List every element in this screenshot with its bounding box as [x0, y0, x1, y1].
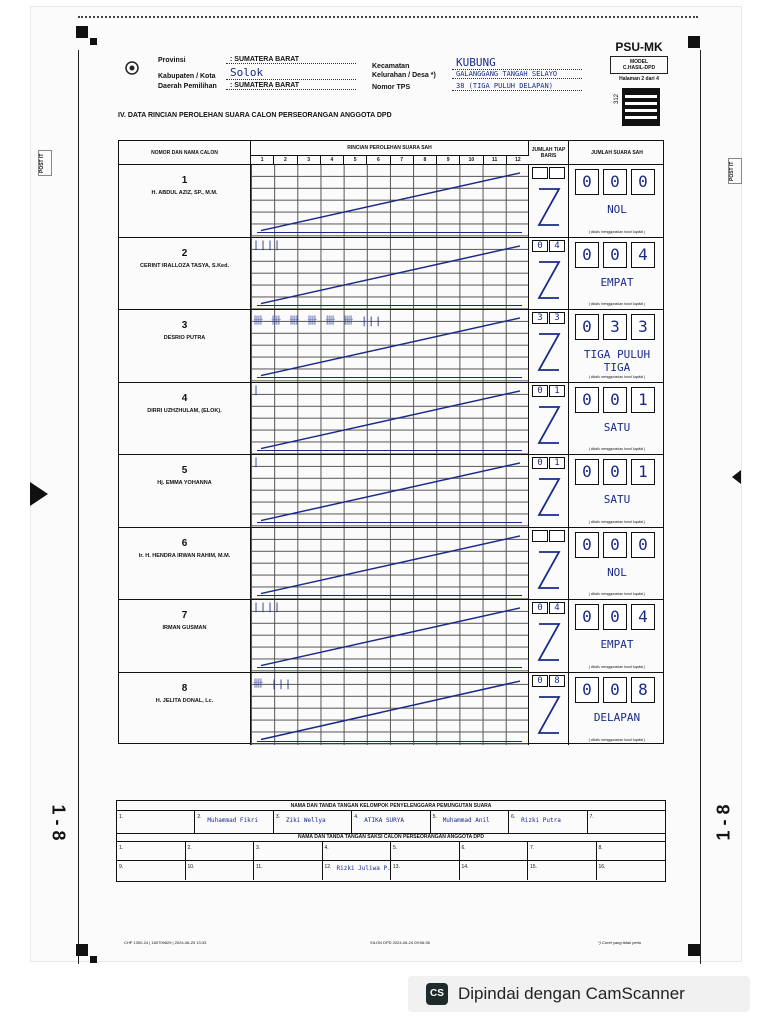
- row-total-digit: 0: [532, 240, 548, 252]
- saksi-signature-table: [116, 832, 666, 882]
- total-words: SATU: [603, 420, 631, 434]
- tally-grid: [251, 673, 529, 746]
- total-digit: 0: [575, 604, 599, 630]
- row-total-digit: 0: [532, 675, 548, 687]
- total-votes-cell: [569, 455, 665, 527]
- kecamatan-value: KUBUNG: [452, 56, 582, 70]
- candidate-number: 2: [181, 247, 188, 259]
- z-mark: [535, 695, 563, 735]
- row-total-cell: [529, 528, 569, 600]
- form-code-box: [604, 40, 674, 82]
- saksi-signature-cell: [460, 842, 529, 861]
- column-number: 10: [460, 156, 483, 165]
- total-digit: 1: [631, 459, 655, 485]
- kabupaten-label: Kabupaten / Kota: [158, 73, 216, 80]
- cancel-slash: [251, 238, 528, 310]
- candidate-row: [119, 455, 663, 528]
- camscanner-text: Dipindai dengan CamScanner: [458, 984, 685, 1003]
- signature-number: 4.: [354, 814, 359, 820]
- total-digit: 0: [603, 532, 627, 558]
- z-mark: [535, 260, 563, 300]
- row-total-cell: [529, 383, 569, 455]
- row-total-digit: 1: [549, 385, 565, 397]
- row-total-digit: 1: [549, 457, 565, 469]
- total-votes-cell: [569, 238, 665, 310]
- postit-marker-left: POST IT: [38, 150, 52, 176]
- qr-number: 312: [614, 93, 621, 105]
- footer-left: CHP 1300-24 | 180709829 | 2024-06-25 13:33: [124, 940, 207, 945]
- tally-grid: [251, 165, 529, 237]
- candidate-cell: [119, 383, 251, 455]
- total-words: DELAPAN: [593, 710, 641, 724]
- candidate-name: IRMAN GUSMAN: [162, 625, 207, 631]
- capital-note: ( ditulis menggunakan huruf kapital ): [588, 738, 646, 742]
- candidate-name: Hj. EMMA YOHANNA: [157, 480, 212, 486]
- total-digit: 0: [575, 677, 599, 703]
- signature-name: ATIKA SURYA: [364, 817, 405, 824]
- capital-note: ( ditulis menggunakan huruf kapital ): [588, 302, 646, 306]
- tps-label: Nomor TPS: [372, 84, 411, 91]
- kpps-signature-cell: [509, 811, 587, 833]
- capital-note: ( ditulis menggunakan huruf kapital ): [588, 592, 646, 596]
- z-mark: [535, 405, 563, 445]
- table-header: [119, 141, 663, 165]
- column-number: 9: [437, 156, 460, 165]
- column-numbers: [251, 155, 529, 165]
- kpps-signature-cell: [274, 811, 352, 833]
- candidate-cell: [119, 528, 251, 600]
- saksi-signature-cell: [597, 842, 666, 861]
- side-label-right: 1 - 8: [713, 804, 734, 841]
- kpps-signature-cell: [117, 811, 195, 833]
- candidate-row: [119, 383, 663, 456]
- signature-number: 2.: [197, 814, 202, 820]
- signature-number: 3.: [275, 814, 281, 820]
- candidate-cell: [119, 673, 251, 746]
- signature-number: 11.: [256, 864, 263, 870]
- kecamatan-label: Kecamatan: [372, 63, 410, 70]
- tally-grid: [251, 383, 529, 455]
- model-line1: MODEL: [629, 59, 649, 65]
- candidate-number: 3: [181, 320, 188, 331]
- kpps-signature-cell: [195, 811, 273, 833]
- saksi-signature-cell: [460, 861, 529, 880]
- candidate-name: DESRIO PUTRA: [163, 335, 206, 341]
- registration-mark: [688, 944, 700, 956]
- saksi-signature-cell: [323, 842, 392, 861]
- candidate-row: [119, 600, 663, 673]
- total-digit: 3: [603, 314, 627, 340]
- total-words: SATU: [603, 493, 631, 506]
- total-votes-cell: [569, 310, 665, 382]
- tally-grid: [251, 600, 529, 672]
- total-votes-cell: [569, 600, 665, 672]
- signature-number: 1.: [119, 845, 124, 851]
- column-number: 7: [391, 156, 414, 165]
- total-digits: [575, 459, 655, 485]
- candidate-number: 7: [181, 610, 188, 621]
- tally-grid: [251, 528, 529, 600]
- kpps-signature-cell: [352, 811, 430, 833]
- top-dotted-line: [78, 16, 698, 18]
- cancel-slash: [251, 455, 528, 527]
- capital-note: ( ditulis menggunakan huruf kapital ): [588, 664, 646, 669]
- row-total-digit: 8: [549, 675, 565, 687]
- total-digits: [575, 677, 655, 703]
- candidate-cell: [119, 455, 251, 527]
- total-digits: [575, 387, 655, 413]
- capital-note: ( ditulis menggunakan huruf kapital ): [588, 519, 646, 524]
- right-margin-line: [700, 50, 701, 964]
- signature-number: 6.: [461, 845, 466, 851]
- total-words: EMPAT: [600, 275, 634, 289]
- footer-mid: SILON DPD 2024-06-24 09:06:36: [370, 940, 430, 945]
- row-total-digit: 0: [532, 385, 548, 397]
- signature-number: 4.: [324, 845, 329, 851]
- column-number: 2: [274, 156, 297, 165]
- total-digits: [575, 169, 655, 195]
- signature-name: Rizki Putra: [521, 817, 561, 824]
- candidate-name: H. JELITA DONAL, Lc.: [155, 697, 214, 704]
- total-digit: 0: [603, 604, 627, 630]
- row-total-cell: [529, 238, 569, 310]
- form-code: PSU-MK: [615, 40, 663, 54]
- section-title: IV. DATA RINCIAN PEROLEHAN SUARA CALON PERSEORANGAN ANGGOTA DPD: [118, 112, 392, 119]
- capital-note: ( ditulis menggunakan huruf kapital ): [588, 374, 646, 379]
- column-number: 5: [344, 156, 367, 165]
- z-mark: [535, 332, 563, 372]
- daerah-value: : SUMATERA BARAT: [226, 82, 356, 90]
- kpps-signature-cell: [431, 811, 509, 833]
- total-words: NOL: [607, 203, 627, 216]
- row-total-digit: [532, 167, 548, 179]
- provinsi-value: : SUMATERA BARAT: [226, 56, 356, 64]
- candidate-number: 6: [181, 537, 188, 549]
- total-digit: 0: [603, 677, 627, 703]
- column-number: 6: [367, 156, 390, 165]
- total-digits: [575, 242, 655, 268]
- kabupaten-value: Solok: [226, 66, 356, 80]
- cancel-slash: [251, 383, 528, 455]
- column-number: 3: [298, 156, 321, 165]
- row-total-cell: [529, 600, 569, 672]
- row-total-digit: 3: [532, 312, 548, 324]
- tally-grid: [251, 310, 529, 382]
- camscanner-banner: [408, 976, 750, 1012]
- row-total-digit: [532, 530, 548, 542]
- saksi-signature-cell: [186, 842, 255, 861]
- kpps-title: NAMA DAN TANDA TANGAN KELOMPOK PENYELENGGARA PEMUNGUTAN SUARA: [117, 801, 665, 811]
- candidate-cell: [119, 165, 251, 237]
- total-digit: 3: [631, 314, 655, 340]
- row-total-digit: 0: [532, 602, 548, 614]
- signature-number: 9.: [119, 864, 124, 870]
- saksi-signature-cell: [597, 861, 666, 880]
- signature-number: 2.: [187, 845, 192, 851]
- garuda-emblem-icon: [124, 60, 140, 76]
- total-digit: 0: [603, 387, 627, 413]
- candidate-number: 1: [181, 175, 188, 186]
- row-total-digit: 4: [549, 240, 565, 252]
- registration-mark: [90, 38, 97, 45]
- signature-number: 7.: [530, 845, 535, 851]
- header-name: NOMOR DAN NAMA CALON: [119, 141, 251, 165]
- footer-right: *) Coret yang tidak perlu: [598, 940, 642, 945]
- signature-name: Ziki Wellya: [285, 817, 326, 824]
- candidate-name: DIRRI UZHZHULAM, (ELOK).: [147, 407, 222, 414]
- total-digit: 0: [603, 242, 627, 268]
- total-digits: [575, 532, 655, 558]
- cancel-slash: [251, 600, 528, 672]
- tally-marks: |: [253, 384, 261, 396]
- candidate-row: [119, 310, 663, 383]
- row-total-cell: [529, 455, 569, 527]
- signature-name: Muhammad Fikri: [207, 817, 258, 824]
- row-total-digit: [549, 167, 565, 179]
- total-digit: 1: [631, 387, 655, 413]
- column-number: 8: [414, 156, 437, 165]
- cancel-slash: [251, 165, 528, 237]
- signature-number: 16.: [598, 864, 606, 870]
- daerah-label: Daerah Pemilihan: [158, 83, 217, 90]
- column-number: 1: [251, 156, 274, 165]
- kpps-signature-table: [116, 800, 666, 834]
- signature-number: 12.: [324, 864, 332, 870]
- column-number: 12: [515, 157, 521, 163]
- total-votes-cell: [569, 165, 665, 237]
- header-jumlah-tiap: JUMLAH TIAP BARIS: [529, 141, 569, 165]
- row-total-digit: 4: [549, 602, 565, 614]
- saksi-signature-cell: [528, 842, 597, 861]
- signature-number: 1.: [119, 814, 124, 820]
- z-mark: [535, 622, 563, 662]
- total-digit: 4: [631, 604, 655, 630]
- signature-name: Rizki Juliwa P.: [336, 865, 391, 872]
- header-rincian: RINCIAN PEROLEHAN SUARA SAH: [251, 141, 529, 155]
- signature-number: 3.: [256, 845, 261, 851]
- provinsi-label: Provinsi: [158, 57, 186, 64]
- total-words: EMPAT: [600, 638, 634, 651]
- total-digit: 8: [631, 677, 655, 703]
- saksi-signature-cell: [186, 861, 255, 880]
- signature-number: 6.: [511, 814, 516, 820]
- model-box: [610, 56, 668, 74]
- page-number: Halaman 2 dari 4: [619, 76, 659, 82]
- total-digit: 0: [575, 169, 599, 195]
- candidate-number: 4: [181, 392, 188, 404]
- z-mark: [535, 550, 563, 590]
- registration-mark: [76, 26, 88, 38]
- signature-name: Muhammad Anil: [442, 817, 490, 824]
- saksi-signature-cell: [254, 861, 323, 880]
- signature-number: 8.: [598, 845, 603, 851]
- camscanner-icon: CS: [426, 983, 448, 1005]
- z-mark: [535, 477, 563, 517]
- candidate-cell: [119, 310, 251, 382]
- total-digits: [575, 604, 655, 630]
- registration-mark: [90, 956, 97, 963]
- registration-mark: [76, 944, 88, 956]
- cancel-slash: [251, 528, 528, 600]
- qr-code-icon: [622, 88, 660, 126]
- tally-marks: 卌 卌 卌 卌 卌 卌 |||: [253, 316, 383, 327]
- candidate-name: CERINT IRALLOZA TASYA, S.Ked.: [139, 262, 230, 269]
- z-mark: [535, 187, 563, 227]
- total-digit: 4: [631, 242, 655, 268]
- total-digit: 0: [631, 169, 655, 195]
- signature-number: 15.: [530, 864, 537, 870]
- candidate-row: [119, 528, 663, 601]
- header-jumlah-sah: JUMLAH SUARA SAH: [591, 150, 643, 156]
- candidate-cell: [119, 600, 251, 672]
- signature-number: 13.: [393, 864, 400, 870]
- capital-note: ( ditulis menggunakan huruf kapital ): [588, 447, 646, 451]
- signature-number: 10.: [187, 864, 195, 870]
- total-words: NOL: [607, 565, 627, 579]
- total-votes-cell: [569, 673, 665, 746]
- registration-mark: [688, 36, 700, 48]
- saksi-signature-cell: [117, 842, 186, 861]
- candidate-number: 8: [181, 682, 188, 694]
- column-number: 4: [321, 156, 344, 165]
- saksi-signature-cell: [391, 842, 460, 861]
- total-digit: 0: [603, 169, 627, 195]
- tally-grid: [251, 238, 529, 310]
- saksi-signature-cell: [528, 861, 597, 880]
- postit-marker-right: POST IT: [728, 158, 742, 184]
- tally-marks: ||||: [253, 239, 282, 251]
- total-digit: 0: [575, 314, 599, 340]
- vote-table: [118, 140, 664, 744]
- candidate-cell: [119, 238, 251, 310]
- saksi-signature-cell: [254, 842, 323, 861]
- candidate-number: 5: [181, 465, 188, 476]
- tally-marks: 卌 |||: [253, 678, 293, 690]
- tally-grid: [251, 455, 529, 527]
- signature-number: 5.: [393, 845, 398, 851]
- signature-number: 5.: [432, 814, 437, 820]
- candidate-row: [119, 165, 663, 238]
- row-total-cell: [529, 310, 569, 382]
- tps-value: 38 (TIGA PULUH DELAPAN): [452, 82, 582, 91]
- signature-number: 14.: [461, 864, 469, 870]
- model-line2: C.HASIL-DPD: [622, 65, 656, 71]
- candidate-name: H. ABDUL AZIZ, SP., M.M.: [151, 190, 218, 196]
- total-votes-cell: [569, 528, 665, 600]
- right-arrow-icon: [732, 470, 741, 484]
- candidate-name: Ir. H. HENDRA IRWAN RAHIM, M.M.: [138, 552, 231, 559]
- column-number: 11: [484, 156, 507, 165]
- tally-marks: |: [253, 457, 261, 468]
- total-digit: 0: [575, 459, 599, 485]
- left-margin-line: [78, 50, 79, 964]
- side-label-left: 1 - 8: [48, 804, 69, 841]
- total-words: TIGA PULUH TIGA: [583, 348, 651, 374]
- cancel-slash: [251, 673, 528, 746]
- row-total-cell: [529, 673, 569, 746]
- capital-note: ( ditulis menggunakan huruf kapital ): [588, 229, 646, 234]
- row-total-cell: [529, 165, 569, 237]
- total-digit: 0: [575, 387, 599, 413]
- total-digits: [575, 314, 655, 340]
- saksi-title: NAMA DAN TANDA TANGAN SAKSI CALON PERSEORANGAN ANGGOTA DPD: [117, 832, 665, 842]
- signature-number: 7.: [589, 814, 594, 820]
- row-total-digit: 0: [532, 457, 548, 469]
- total-digit: 0: [603, 459, 627, 485]
- row-total-digit: 3: [549, 312, 565, 324]
- row-total-digit: [549, 530, 565, 542]
- candidate-row: [119, 673, 663, 746]
- tally-marks: ||||: [253, 602, 282, 613]
- kelurahan-value: GALANGGANG TANGAH SELAYO: [452, 70, 582, 79]
- left-arrow-icon: [30, 482, 48, 506]
- kelurahan-label: Kelurahan / Desa *): [372, 72, 436, 79]
- kpps-signature-cell: [588, 811, 665, 833]
- saksi-signature-cell: [391, 861, 460, 880]
- candidate-row: [119, 238, 663, 311]
- total-digit: 0: [631, 532, 655, 558]
- saksi-signature-cell: [323, 861, 392, 880]
- total-votes-cell: [569, 383, 665, 455]
- total-digit: 0: [575, 532, 599, 558]
- saksi-signature-cell: [117, 861, 186, 880]
- total-digit: 0: [575, 242, 599, 268]
